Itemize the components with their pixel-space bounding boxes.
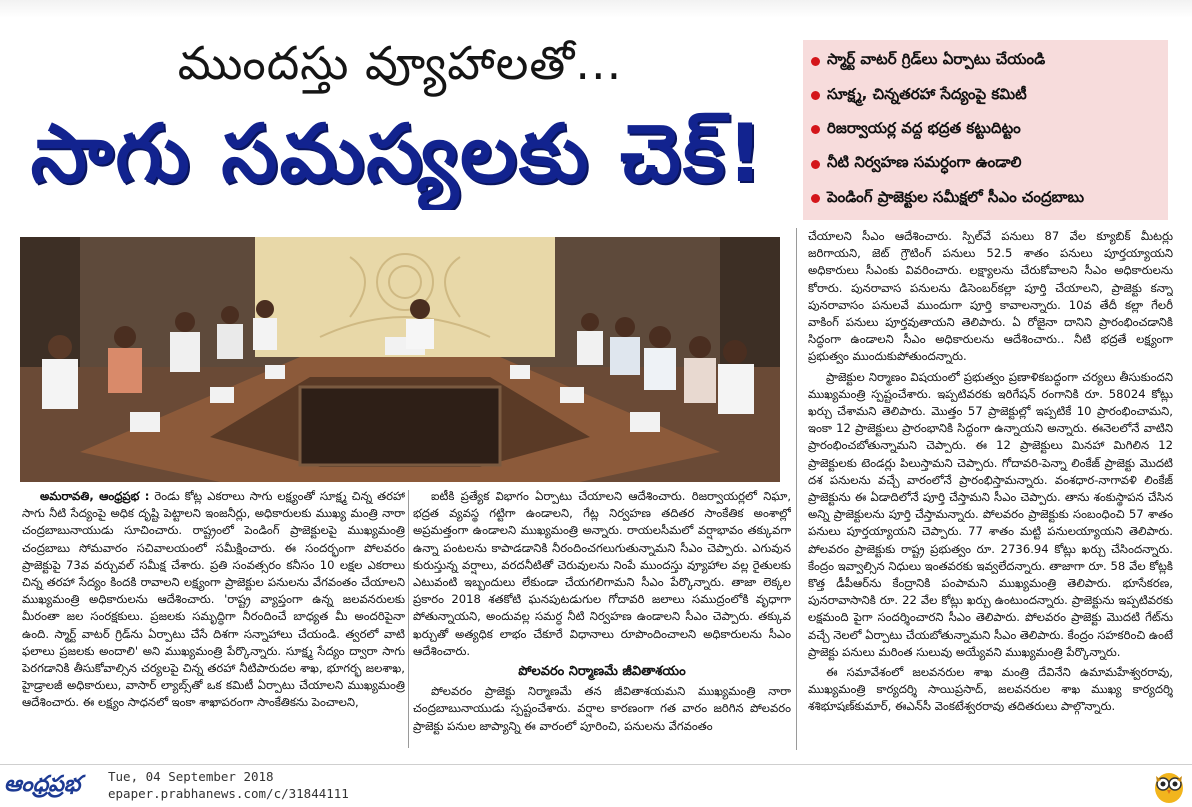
- footer-rule: [0, 764, 1192, 765]
- bullet-icon: [811, 194, 820, 203]
- owl-icon: [1152, 768, 1186, 804]
- article-column-middle: [413, 488, 791, 750]
- highlight-text: సూక్ష్మ, చిన్నతరహా సేద్యంపై కమిటీ: [827, 84, 1027, 103]
- article-text-middle-2: పోలవరం ప్రాజెక్టు నిర్మాణమే తన జీవితాశయమని ముఖ్యమంత్రి నారా చంద్రబాబునాయుడు స్పష్టంచేశారు. వర్షాల కారణంగా గత వారం జరిగిన పోలవరం ప్రాజెక్టు పనుల జాప్యాన్ని ఈ వారంలో పూరించి, పనులను వేగవంతం: [413, 684, 791, 733]
- highlight-item: [811, 113, 1160, 147]
- article-text-right-2: ప్రాజెక్టుల నిర్మాణం విషయంలో ప్రభుత్వం ప్రణాళికబద్ధంగా చర్యలు తీసుకుందని ముఖ్యమంత్రి స్పష్టంచేశారు. ఇప్పటివరకు ఇరిగేషన్ రంగానికి రూ. 58024 కోట్లు ఖర్చు చేశామని తెలిపారు. మొత్తం 57 ప్రాజెక్టుల్లో ఇప్పటికే 10 ప్రారంభించామని, ఇంకా 12 ప్రాజెక్టులు ప్రారంభానికి సిద్ధంగా ఉన్నాయని అన్నారు. ఈనెలలోనే వాటిని ప్రారంభించబోతున్నామని చెప్పారు. ఈ 12 ప్రాజెక్టులు మినహా మిగిలిన 12 ప్రాజెక్టులకు టెండర్లు పిలుస్తామని చెప్పారు. గోదావరి-పెన్నా లింకేజ్ ప్రాజెక్టు మొదటి దశ పనులను వచ్చే వారంలోనే ప్రారంభిస్తామన్నారు. వంశధార-నాగావళి లింకేజ్ ప్రాజెక్టును ఈ ఏడాదిలోనే పూర్తి చేస్తామని సీఎం చెప్పారు. తాను శంకుస్థాపన చేసిన అన్ని ప్రాజెక్టులను పూర్తి చేస్తామన్నారు. పోలవరం ప్రాజెక్టుకు సంబంధించి 57 శాతం పనులు పూర్తయ్యాయని చెప్పారు. 77 శాతం మట్టి పనులయ్యాయని తెలిపారు. పోలవరం ప్రాజెక్టుకు రాష్ట్ర ప్రభుత్వం రూ. 2736.94 కోట్లు ఖర్చు చేసిందన్నారు. కేంద్రం ఇవ్వాల్సిన నిధులు ఇంతవరకు ఇవ్వలేదన్నారు. తాజాగా రూ. 58 వేల కోట్లకి కొత్త డీపీఆర్‌ను కేంద్రానికి పంపామని ముఖ్యమంత్రి తెలిపారు. భూసేకరణ, పునరావాసానికి రూ. 22 వేల కోట్లు ఖర్చు ఉంటుందన్నారు. ప్రాజెక్టును ఇప్పటివరకు లక్షమంది పైగా సందర్శించారని సీఎం తెలిపారు. పోలవరం ప్రాజెక్టు మొదటి గేట్‌ను వచ్చే నెలలో ఏర్పాటు చేయబోతున్నామని సీఎం తెలిపారు. కేంద్రం సహకరించి ఉంటే ప్రాజెక్టు పనులు మరింత సులువు అయ్యేవని ముఖ్యమంత్రి పేర్కొన్నారు.: [808, 369, 1173, 659]
- article-column-right: [808, 228, 1173, 753]
- highlight-text: రిజర్వాయర్ల వద్ద భద్రత కట్టుదిట్టం: [827, 118, 1021, 137]
- bullet-icon: [811, 125, 820, 134]
- article-column-left: [22, 488, 405, 750]
- bullet-icon: [811, 91, 820, 100]
- highlight-text: స్మార్ట్ వాటర్ గ్రిడ్‌లు ఏర్పాటు చేయండి: [827, 50, 1046, 69]
- edition-date: Tue, 04 September 2018: [108, 769, 274, 784]
- highlight-item: [811, 182, 1160, 216]
- article-text-right-3: ఈ సమావేశంలో జలవనరుల శాఖ మంత్రి దేవినేని ఉమామహేశ్వరరావు, ముఖ్యమంత్రి కార్యదర్శి సాయిప్రసాద్, జలవనరుల శాఖ ముఖ్య కార్యదర్శి శశిభూషణ్‌కుమార్, ఈఎన్‌సీ వెంకటేశ్వరరావు తదితరులు పాల్గొన్నారు.: [808, 665, 1173, 714]
- footer-meta: [108, 768, 508, 804]
- article-text-right: చేయాలని సీఎం ఆదేశించారు. స్పిల్‌వే పనులు 87 వేల క్యూబిక్ మీటర్లు జరిగాయని, జెట్ గ్రౌటింగ్ పనులు 52.5 శాతం పనులు పూర్తయ్యాయని అధికారులు సీఎంకు వివరించారు. లక్ష్యాలను చేరుకోవాలని సీఎం అధికారులను కోరారు. పునరావాస పనులను డిసెంబర్‌కల్లా పూర్తి చేయాలని, ప్రాజెక్టు కన్నా పునరావాసం పనులవే ముందుగా పూర్తి కావాలన్నారు. 10వ తేదీ కల్లా గేలరీ వాకింగ్ పనులు పూర్తవుతాయని తెలిపారు. ఏ రోజైనా దానిని ప్రారంభించడానికి సిద్ధంగా ఉండాలని సీఎం అధికారులను ఆదేశించారు.. నీటి భద్రతే లక్ష్యంగా ప్రభుత్వం ముందుకుపోతుందన్నారు.: [808, 229, 1173, 364]
- article-subheading: పోలవరం నిర్మాణమే జీవితాశయం: [518, 664, 686, 680]
- meeting-photo: [20, 237, 780, 482]
- epaper-link[interactable]: epaper.prabhanews.com/c/31844111: [108, 786, 349, 801]
- page-top-rule: [0, 0, 1192, 18]
- highlight-text: నీటి నిర్వహణ సమర్ధంగా ఉండాలి: [827, 153, 1022, 172]
- brand-logo: ఆంధ్రప్రభ: [4, 772, 81, 797]
- highlights-box: [803, 40, 1168, 220]
- headline-kicker: ముందస్తు వ్యూహాలతో...: [177, 36, 623, 90]
- column-divider: [408, 490, 409, 748]
- bullet-icon: [811, 57, 820, 66]
- meeting-photo-illustration: [20, 237, 780, 482]
- headline-main: సాగు సమస్యలకు చెక్!: [30, 107, 766, 200]
- highlight-item: [811, 44, 1160, 78]
- highlight-text: పెండింగ్ ప్రాజెక్టుల సమీక్షలో సీఎం చంద్రబాబు: [827, 187, 1085, 206]
- column-divider: [796, 228, 797, 750]
- article-dateline: అమరావతి, ఆంధ్రప్రభ :: [40, 489, 150, 503]
- highlight-item: [811, 147, 1160, 181]
- article-text-middle: ఐటీకి ప్రత్యేక విభాగం ఏర్పాటు చేయాలని ఆదేశించారు. రిజర్వాయర్లలో నిఘా, భద్రత వ్యవస్థ గట్టిగా ఉండాలని, గేట్ల నిర్వహణ తదితర సాంకేతిక అంశాల్లో అప్రమత్తంగా ఉండాలని ముఖ్యమంత్రి అన్నారు. రాయలసీమలో వర్షాభావం తక్కువగా ఉన్నా పంటలను కాపాడడానికి నీరందించగలుగుతున్నామని సీఎం చెప్పారు. ఎగువున కురుస్తున్న వర్షాలు, వరదనీటితో చెరువులను నింపే ముందస్తు వ్యూహాల వల్ల రైతులకు ఎటువంటి ఇబ్బందులు లేకుండా చేయగలిగామని సీఎం పేర్కొన్నారు. తాజా లెక్కల ప్రకారం 2018 శతకోటి ఘనపుటడుగుల గోదావరి జలాలు సముద్రంలోకి వృధాగా పోతున్నాయని, అందువల్ల సమర్ధ నీటి నిర్వహణ ఉండాలని సీఎం చెప్పారు. తక్కువ ఖర్చుతో అత్యధిక లాభం చేకూరే విధానాలు రూపొందించాలని అధికారులను సీఎం ఆదేశించారు.: [413, 489, 791, 658]
- highlight-item: [811, 78, 1160, 112]
- article-text-left: రెండు కోట్ల ఎకరాలు సాగు లక్ష్యంతో సూక్ష్మ చిన్న తరహా సాగు నీటి సేద్యంపై అధిక దృష్టి పెట్టాలని ఇంజనీర్లు, అధికారులకు ముఖ్య మంత్రి నారా చంద్రబాబునాయుడు సూచించారు. రాష్ట్రంలో పెండింగ్ ప్రాజెక్టులపై ముఖ్యమంత్రి చంద్రబాబు సోమవారం సచివాలయంలో సమీక్షించారు. ఈ సందర్భంగా పోలవరం ప్రాజెక్టుపై 73వ వర్చువల్ సమీక్ష చేశారు. ప్రతి సంవత్సరం కనీసం 10 లక్షల ఎకరాలు చిన్న తరహా సేద్యం కిందకి రావాలని లక్ష్యంగా ప్రాజెక్టుల పనులను వేగవంతం చేయాలని ముఖ్యమంత్రి అధికారులను ఆదేశించారు. 'రాష్ట్ర వ్యాప్తంగా ఉన్న జలవనరులకు మీరంతా జల సంరక్షకులు. ప్రజలకు సమృద్ధిగా నీరందించే బాధ్యత మీ అందరిపైనా ఉంది. స్మార్ట్ వాటర్ గ్రిడ్‌ను ఏర్పాటు చేసే దిశగా సన్నాహాలు చేయండి. త్వరలో వాటి ఫలాలు ప్రజలకు అందాలి' అని ముఖ్యమంత్రి పేర్కొన్నారు. సూక్ష్మ సేద్యం ద్వారా సాగు పెరగడానికి తీసుకోవాల్సిన చర్యలపై చిన్న తరహా నీటిపారుదల శాఖ, భూగర్భ జలశాఖ, హైడ్రాలజీ అధికారులు, వాసార్ ల్యాబ్స్‌తో ఒక కమిటీ ఏర్పాటు చేయాలని ముఖ్యమంత్రి ఆదేశించారు. ఈ లక్ష్యం సాధనలో ఇంకా శాఖాపరంగా సాంకేతికను పెంచాలని,: [22, 489, 405, 710]
- bullet-icon: [811, 160, 820, 169]
